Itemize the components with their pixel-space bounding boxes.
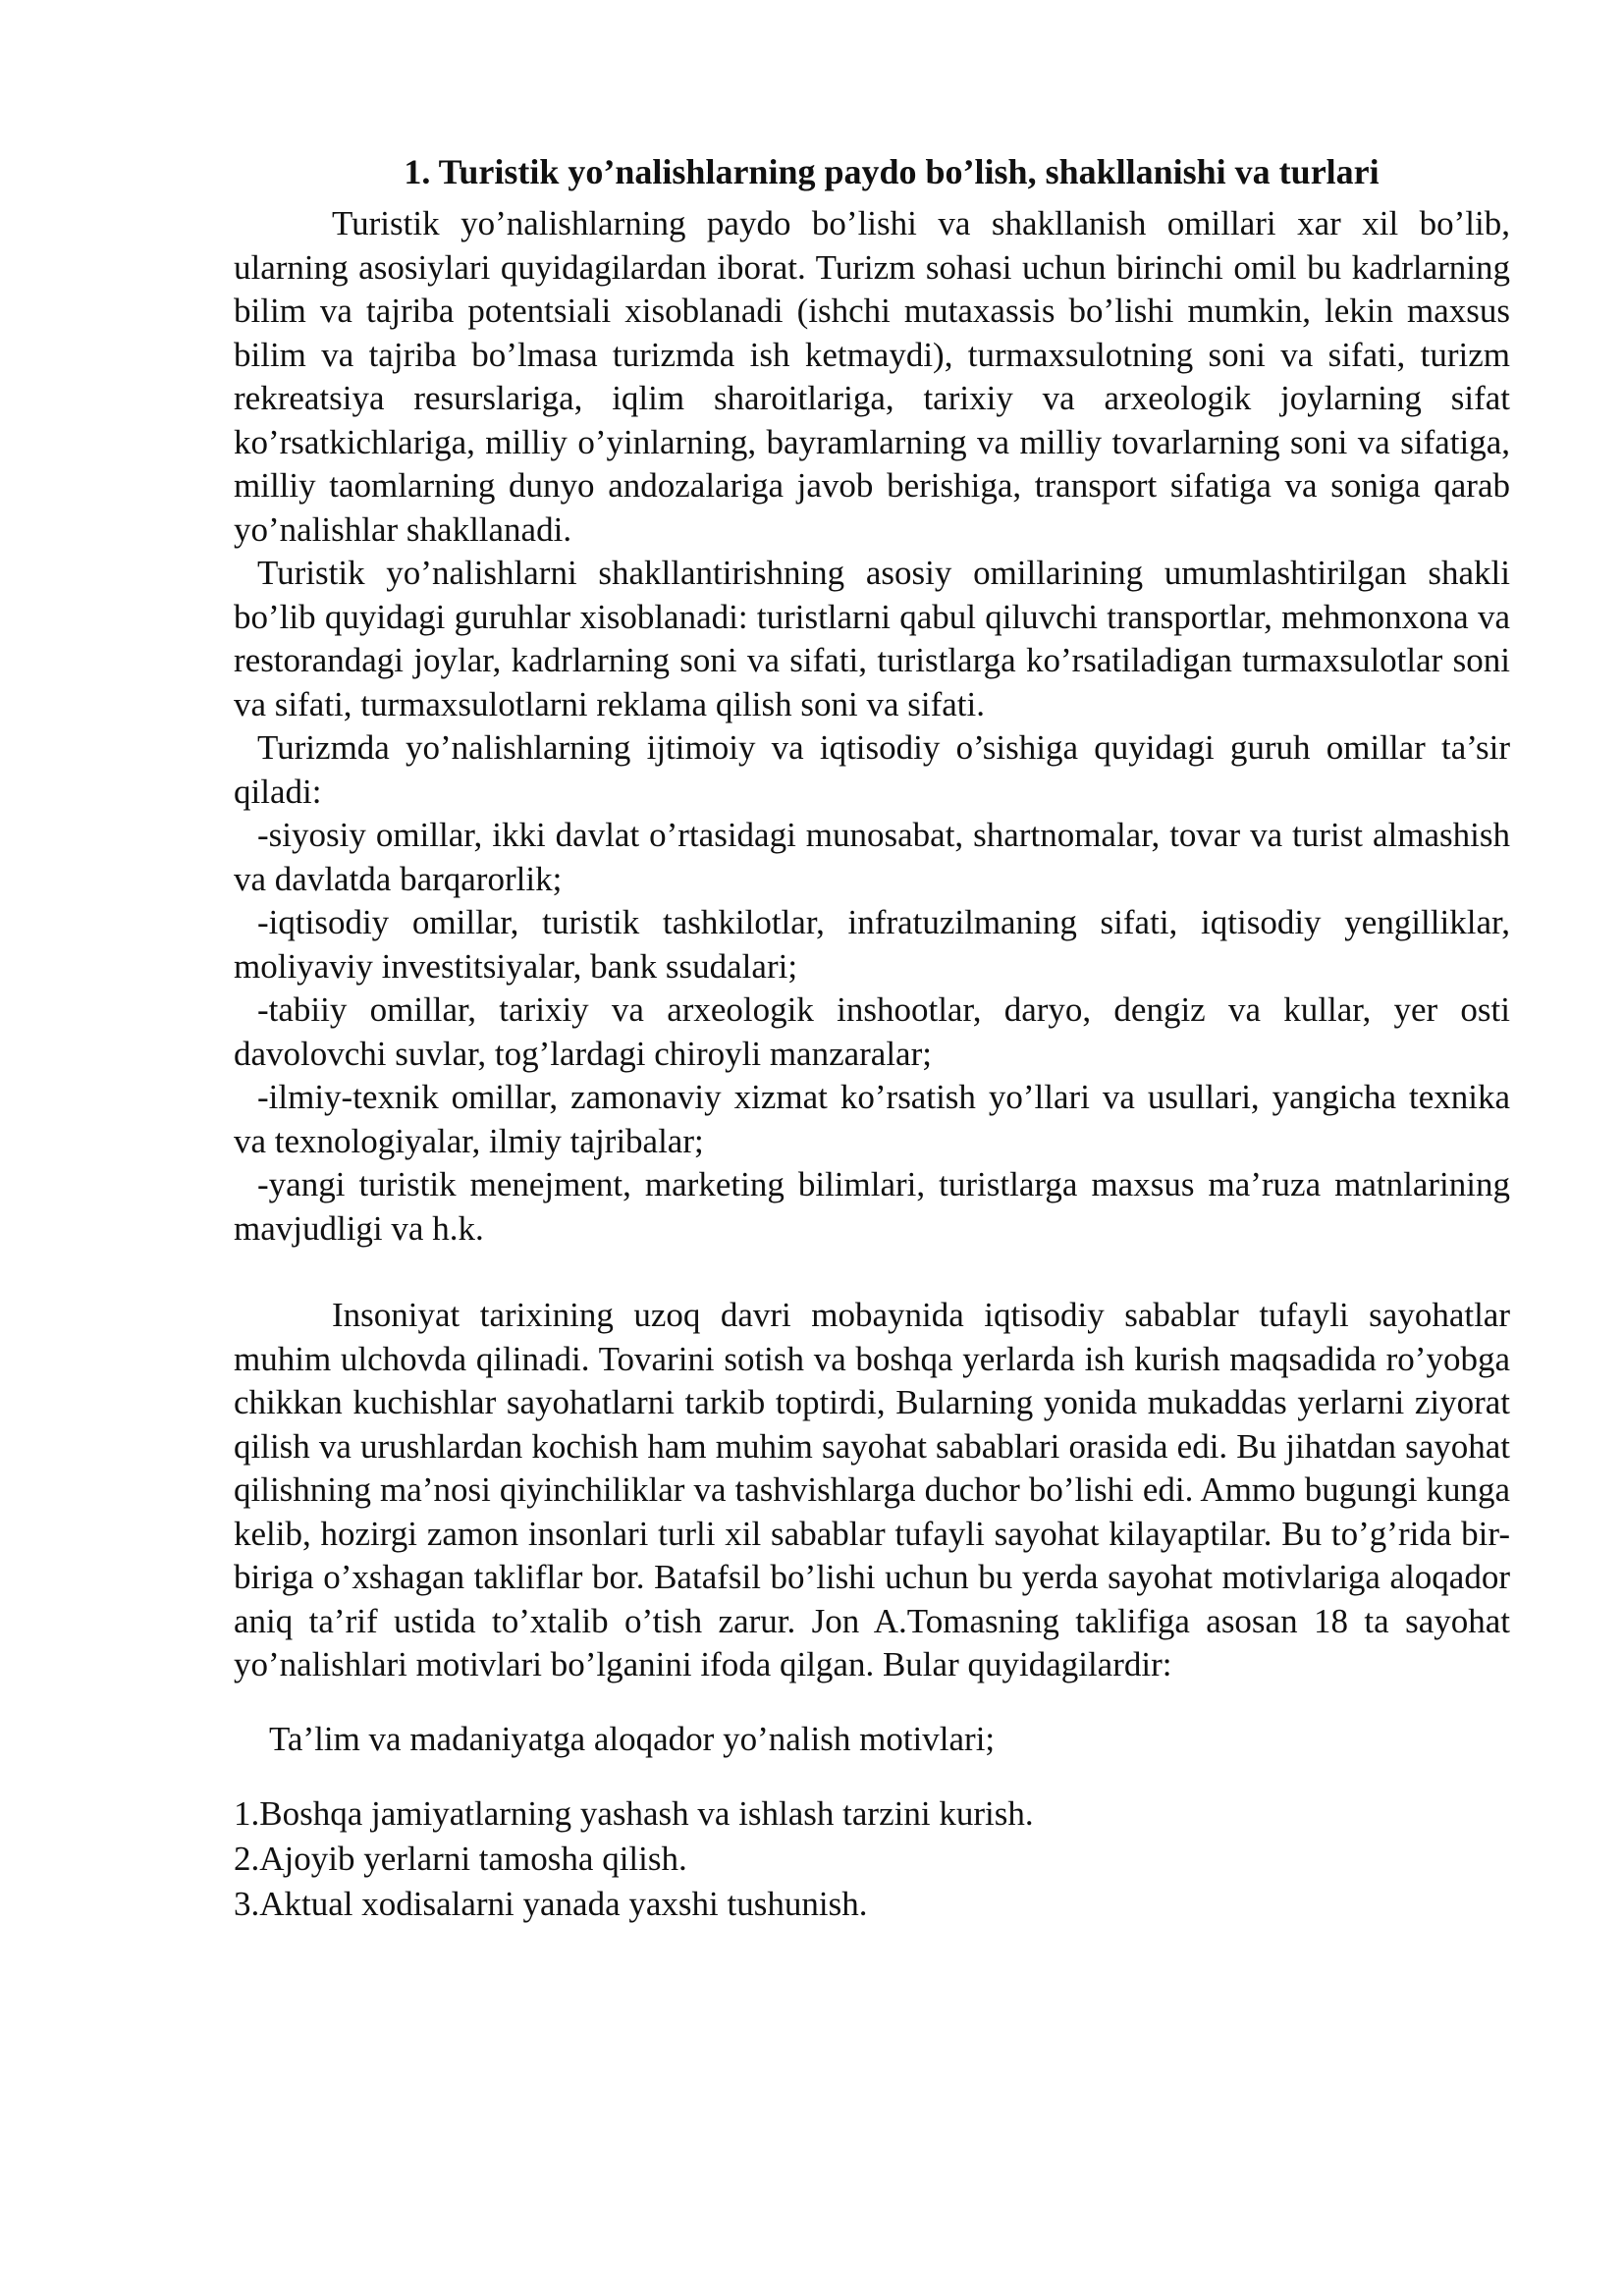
- factor-scientific: -ilmiy-texnik omillar, zamonaviy xizmat ko’rsatish yo’llari va usullari, yangicha texnika va texnologiyalar, ilmiy tajribalar;: [234, 1078, 1510, 1160]
- list-item: 2.Ajoyib yerlarni tamosha qilish.: [234, 1839, 687, 1878]
- paragraph-factor-groups: Turistik yo’nalishlarni shakllantirishning asosiy omillarining umumlashtirilgan shakli bo’lib quyidagi guruhlar xisoblanadi: turistlarni qabul qiluvchi transportlar, mehmonxona va restorandagi joylar, kadrlarning soni va sifati, turistlarga ko’rsatiladigan turmaxsulotlar soni va sifati, turmaxsulotlarni reklama qilish soni va sifati.: [234, 554, 1510, 723]
- spacer: [234, 1251, 1510, 1294]
- paragraph-history: Insoniyat tarixining uzoq davri mobaynida iqtisodiy sabablar tufayli sayohatlar muhim ulchovda qilinadi. Tovarini sotish va boshqa yerlarda ish kurish maqsadida ro’yobga chikkan kuchishlar sayohatlarni tarkib toptirdi, Bularning yonida mukaddas yerlarni ziyorat qilish va urushlardan kochish ham muhim sayohat sabablari orasida edi. Bu jihatdan sayohat qilishning ma’nosi qiyinchiliklar va tashvishlarga duchor bo’lishi edi. Ammo bugungi kunga kelib, hozirgi zamon insonlari turli xil sabablar tufayli sayohat kilayaptilar. Bu to’g’rida bir-biriga o’xshagan takliflar bor. Batafsil bo’lishi uchun bu yerda sayohat motivlariga aloqador aniq ta’rif ustida to’xtalib o’tish zarur. Jon A.Tomasning taklifiga asosan 18 ta sayohat yo’nalishlari motivlari bo’lganini ifoda qilgan. Bular quyidagilardir:: [234, 1296, 1510, 1683]
- motives-heading: Ta’lim va madaniyatga aloqador yo’nalish motivlari;: [269, 1719, 996, 1758]
- paragraph-growth-factors: Turizmda yo’nalishlarning ijtimoiy va iqtisodiy o’sishiga quyidagi guruh omillar ta’sir qiladi:: [234, 728, 1510, 811]
- section-title: 1. Turistik yo’nalishlarning paydo bo’lish, shakllanishi va turlari: [404, 152, 1380, 191]
- motives-list: [234, 1791, 1510, 1927]
- paragraph-intro: Turistik yo’nalishlarning paydo bo’lishi va shakllanish omillari xar xil bo’lib, ularning asosiylari quyidagilardan iborat. Turizm sohasi uchun birinchi omil bu kadrlarning bilim va tajriba potentsiali xisoblanadi (ishchi mutaxassis bo’lishi mumkin, lekin maxsus bilim va tajriba bo’lmasa turizmda ish ketmaydi), turmaxsulotning soni va sifati, turizm rekreatsiya resurslariga, iqlim sharoitlariga, tarixiy va arxeologik joylarning sifat ko’rsatkichlariga, milliy o’yinlarning, bayramlarning va milliy tovarlarning soni va sifatiga, milliy taomlarning dunyo andozalariga javob berishiga, transport sifatiga va soniga qarab yo’nalishlar shakllanadi.: [234, 204, 1510, 549]
- spacer: [234, 1762, 1510, 1791]
- spacer: [234, 1687, 1510, 1717]
- factor-economic: -iqtisodiy omillar, turistik tashkilotlar, infratuzilmaning sifati, iqtisodiy yengilliklar, moliyaviy investitsiyalar, bank ssudalari;: [234, 903, 1510, 986]
- factor-management: -yangi turistik menejment, marketing bilimlari, turistlarga maxsus ma’ruza matnlarining mavjudligi va h.k.: [234, 1165, 1510, 1248]
- list-item: 1.Boshqa jamiyatlarning yashash va ishlash tarzini kurish.: [234, 1793, 1034, 1833]
- factor-political: -siyosiy omillar, ikki davlat o’rtasidagi munosabat, shartnomalar, tovar va turist almashish va davlatda barqarorlik;: [234, 816, 1510, 898]
- factor-natural: -tabiiy omillar, tarixiy va arxeologik inshootlar, daryo, dengiz va kullar, yer osti davolovchi suvlar, tog’lardagi chiroyli manzaralar;: [234, 990, 1510, 1073]
- list-item: 3.Aktual xodisalarni yanada yaxshi tushunish.: [234, 1884, 868, 1923]
- document-page: [234, 149, 1510, 1927]
